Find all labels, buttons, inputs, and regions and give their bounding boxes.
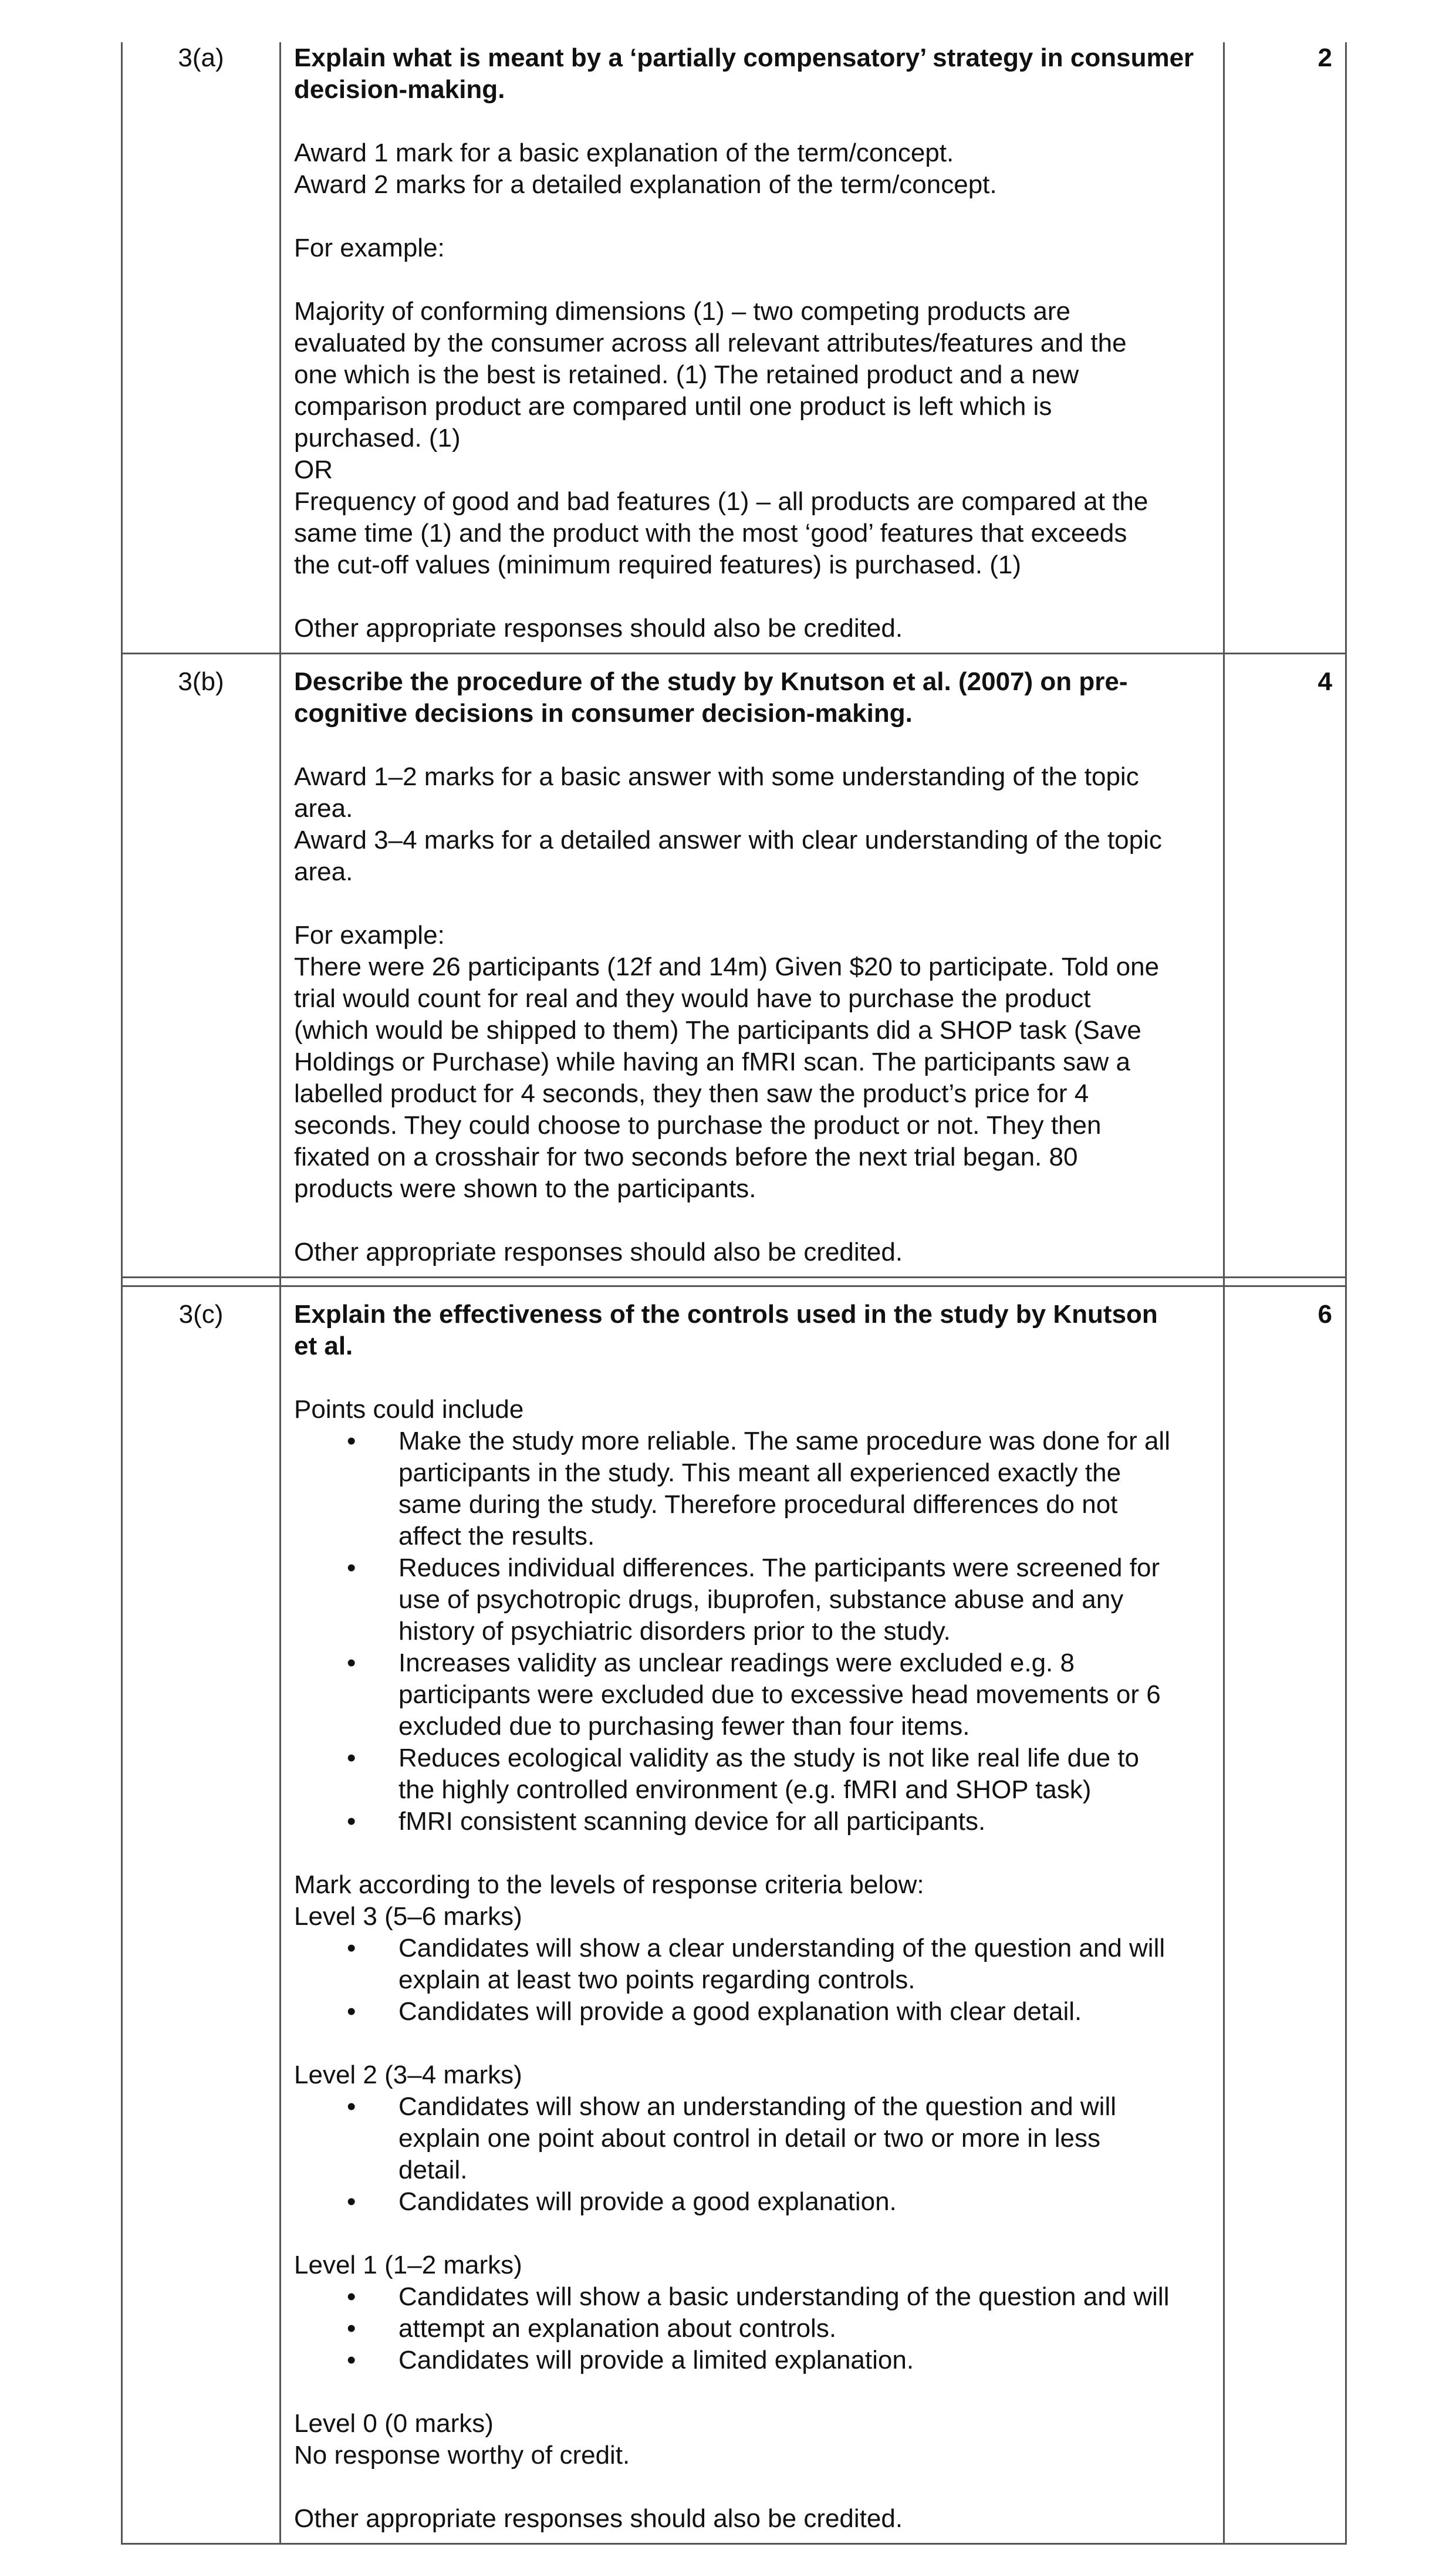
text-line: products were shown to the participants. xyxy=(294,1174,756,1203)
example-paragraph xyxy=(294,296,1210,454)
text-line: seconds. They could choose to purchase the product or not. They then xyxy=(294,1111,1102,1140)
text-line: Award 1–2 marks for a basic answer with some understanding of the topic xyxy=(294,762,1139,791)
question-text xyxy=(294,666,1210,729)
levels-intro: Mark according to the levels of response criteria below: xyxy=(294,1870,924,1899)
question-number: 3(a) xyxy=(122,42,281,654)
list-item: • Candidates will show an understanding of the question and will explain one point about control in detail or two or more in less detail. xyxy=(398,2091,1210,2186)
text-line: fixated on a crosshair for two seconds before the next trial began. 80 xyxy=(294,1143,1078,1171)
question-text: Explain what is meant by a ‘partially compensatory’ strategy in consumer decision-making. xyxy=(294,43,1194,104)
text-line: Describe the procedure of the study by Knutson et al. (2007) on pre- xyxy=(294,667,1128,696)
other-responses-note: Other appropriate responses should also be credited. xyxy=(294,614,903,643)
or-separator: OR xyxy=(294,455,333,484)
other-responses-note: Other appropriate responses should also be credited. xyxy=(294,1238,903,1266)
question-content xyxy=(281,1286,1224,2544)
text-line: the cut-off values (minimum required features) is purchased. (1) xyxy=(294,550,1022,579)
text-line: Holdings or Purchase) while having an fMRI scan. The participants saw a xyxy=(294,1048,1130,1076)
list-item: • fMRI consistent scanning device for all participants. xyxy=(398,1806,1210,1837)
marks-value: 2 xyxy=(1224,42,1346,654)
points-label: Points could include xyxy=(294,1395,524,1424)
text-line: labelled product for 4 seconds, they then saw the product’s price for 4 xyxy=(294,1079,1089,1108)
list-item: • attempt an explanation about controls. xyxy=(398,2313,1210,2345)
question-row-3c xyxy=(122,1286,1346,2544)
text-line: same time (1) and the product with the most ‘good’ features that exceeds xyxy=(294,519,1127,548)
text-line: Explain the effectiveness of the controls used in the study by Knutson xyxy=(294,1300,1158,1329)
question-number: 3(b) xyxy=(122,654,281,1278)
table-bottom-border xyxy=(122,2544,1346,2545)
level-criteria-list xyxy=(294,2091,1210,2218)
example-label: For example: xyxy=(294,234,445,262)
text-line: one which is the best is retained. (1) The retained product and a new xyxy=(294,360,1079,389)
marks-value: 4 xyxy=(1224,654,1346,1278)
text-line: area. xyxy=(294,857,353,886)
question-row-3a xyxy=(122,42,1346,654)
text-line: area. xyxy=(294,794,353,823)
text-line: Frequency of good and bad features (1) – all products are compared at the xyxy=(294,487,1148,516)
text-line: Award 3–4 marks for a detailed answer with clear understanding of the topic xyxy=(294,826,1162,854)
text-line: There were 26 participants (12f and 14m) Given $20 to participate. Told one xyxy=(294,952,1160,981)
question-content xyxy=(281,654,1224,1278)
award-criterion xyxy=(294,825,1210,888)
text-line: evaluated by the consumer across all relevant attributes/features and the xyxy=(294,329,1127,357)
list-item: • Increases validity as unclear readings were excluded e.g. 8 participants were excluded due to excessive head movements or 6 excluded due to purchasing fewer than four items. xyxy=(398,1647,1210,1742)
level-text: No response worthy of credit. xyxy=(294,2441,630,2470)
question-content xyxy=(281,42,1224,654)
level-criteria-list xyxy=(294,2281,1210,2376)
list-item: • Candidates will show a basic understanding of the question and will xyxy=(398,2281,1210,2313)
example-paragraph xyxy=(294,486,1210,581)
list-item: • Make the study more reliable. The same procedure was done for all participants in the study. This meant all experienced exactly the same during the study. Therefore procedural differences do not affect the results. xyxy=(398,1426,1210,1552)
level-title: Level 2 (3–4 marks) xyxy=(294,2060,522,2089)
text-line: trial would count for real and they would have to purchase the product xyxy=(294,984,1091,1013)
level-title: Level 3 (5–6 marks) xyxy=(294,1902,522,1931)
example-label: For example: xyxy=(294,921,445,950)
list-item: • Reduces ecological validity as the study is not like real life due to the highly controlled environment (e.g. fMRI and SHOP task) xyxy=(398,1742,1210,1806)
text-line: purchased. (1) xyxy=(294,424,461,452)
text-line: comparison product are compared until one product is left which is xyxy=(294,392,1052,421)
text-line: Majority of conforming dimensions (1) – two competing products are xyxy=(294,297,1071,326)
award-criterion: Award 1 mark for a basic explanation of the term/concept. xyxy=(294,139,954,167)
level-title: Level 0 (0 marks) xyxy=(294,2409,494,2438)
text-line: (which would be shipped to them) The participants did a SHOP task (Save xyxy=(294,1016,1141,1045)
example-paragraph xyxy=(294,951,1210,1205)
question-text xyxy=(294,1299,1210,1362)
mark-scheme-table xyxy=(121,42,1347,2545)
question-row-3b xyxy=(122,654,1346,1278)
list-item: • Candidates will provide a good explanation. xyxy=(398,2186,1210,2218)
text-line: et al. xyxy=(294,1332,353,1360)
level-criteria-list xyxy=(294,1933,1210,2028)
level-title: Level 1 (1–2 marks) xyxy=(294,2251,522,2279)
list-item: • Reduces individual differences. The participants were screened for use of psychotropic drugs, ibuprofen, substance abuse and any history of psychiatric disorders prior to the study. xyxy=(398,1552,1210,1647)
award-criterion xyxy=(294,761,1210,825)
list-item: • Candidates will provide a limited explanation. xyxy=(398,2345,1210,2376)
marks-value: 6 xyxy=(1224,1286,1346,2544)
text-line: cognitive decisions in consumer decision-making. xyxy=(294,699,913,728)
other-responses-note: Other appropriate responses should also be credited. xyxy=(294,2504,903,2533)
points-list xyxy=(294,1426,1210,1837)
award-criterion: Award 2 marks for a detailed explanation of the term/concept. xyxy=(294,170,997,199)
row-separator xyxy=(122,1278,1346,1286)
list-item: • Candidates will show a clear understanding of the question and will explain at least two points regarding controls. xyxy=(398,1933,1210,1996)
question-number: 3(c) xyxy=(122,1286,281,2544)
list-item: • Candidates will provide a good explanation with clear detail. xyxy=(398,1996,1210,2028)
